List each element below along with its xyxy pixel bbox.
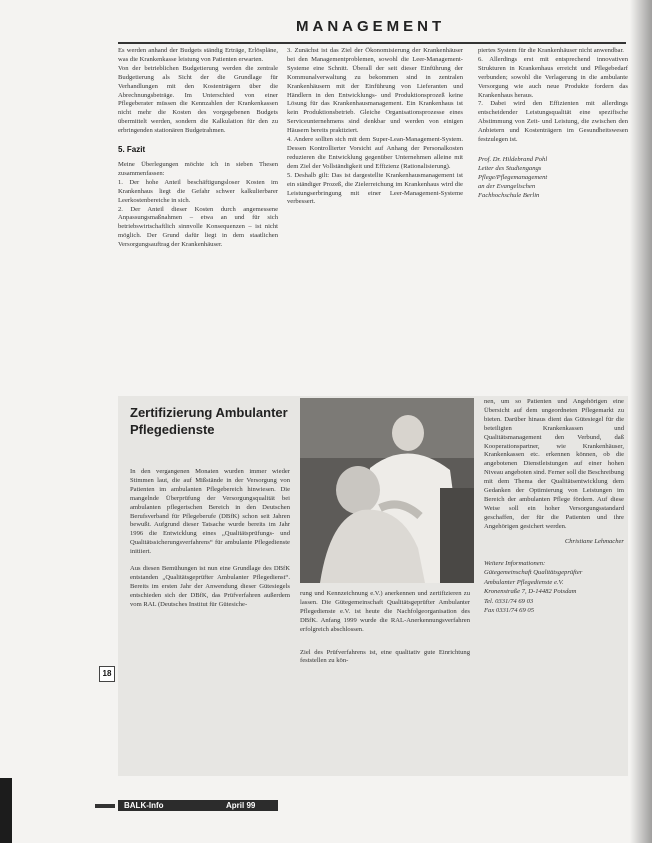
paragraph: Meine Überlegungen möchte ich in sieben Thesen zusammenfassen: xyxy=(118,160,278,177)
paragraph: In den vergangenen Monaten wurden immer wieder Stimmen laut, die auf Mißstände in der Versorgung von Patienten im ambulanten Pflegebereich hinwiesen. Die mangelnde Überprüfung der Versorgungsqualität bei ambulanten pflegerischen Bereich in den Deutschen Berufsverband für Pflegeberufe (DBfK) schon seit Jahren bewußt. Aufgrund dieser Tatsache wurde bereits im Jahr 1996 die Entwicklung eines „Qualitätsprüfungs- und Qualitätssicherungsverfahrens“ für ambulante Pflegedienste initiiert. xyxy=(130,468,290,556)
paragraph: 4. Andere sollten sich mit dem Super-Lean-Management-System. Dessen Kontrollierter Vorsicht auf Anhang der Personalkosten reduzieren die Entwicklung gegenüber Unternehmen alleine mit dem Ziel der Vollständigkeit und Effizienz (Rationalisierung). xyxy=(287,136,463,170)
signature-line: Pflege/Pflegemanagement xyxy=(478,173,548,181)
page-number: 18 xyxy=(99,666,115,682)
article-column-2 xyxy=(287,47,463,207)
article-column-1 xyxy=(118,47,278,250)
article-column-3 xyxy=(478,47,628,200)
journal-name: BALK-Info xyxy=(124,801,164,810)
page-shadow xyxy=(630,0,652,843)
paragraph: 2. Der Anteil dieser Kosten durch angemessene Anpassungsmaßnahmen – etwa an und für sich betriebswirtschaftlich sinnvolle Konsequenzen – ist nicht möglich. Der Grund dafür liegt in dem staatlichen Versorgungsauftrag der Krankenhäuser. xyxy=(118,205,278,249)
box-column-1 xyxy=(130,468,290,610)
box-author: Christiane Lehmacher xyxy=(564,537,624,545)
contact-line: Kronenstraße 7, D-14482 Potsdam xyxy=(484,588,577,595)
paragraph: Ziel des Prüfverfahrens ist, eine qualitativ gute Einrichtung feststellen zu kön- xyxy=(300,648,470,665)
box-column-3 xyxy=(484,398,624,616)
section-heading: 5. Fazit xyxy=(118,145,146,155)
paragraph: 6. Allerdings erst mit entsprechend innovativen Strukturen in Krankenhaus erreicht und Pflegebedarf verbunden; sowohl die Verlagerung in die ambulante Versorgung wie auch neue Produkte fordern das Krankenhaus heraus. xyxy=(478,55,628,99)
author-signature xyxy=(478,155,628,200)
paragraph: Von der betrieblichen Budgetierung werden die zentrale Budgetierung als Sicht der die Grundlage für Verhandlungen mit den Kostenträgern über die Abrechnungsbeträge. Im Unterschied von einer Pflegeberater müssen die Kennzahlen der Krankenkassen nicht mehr die Kosten des vorgegebenen Budgets übermittelt werden, sondern die Kalkulation für den zu erbringenden stationären Budgetrahmen. xyxy=(118,64,278,135)
paragraph: 5. Deshalb gilt: Das ist dargestellte Krankenhausmanagement ist ein ständiger Prozeß, die Zielerreichung im Krankenhaus wird die Leistungserbringung mit einer Leer-Management-Systeme verbessert. xyxy=(287,171,463,206)
binding-shadow xyxy=(0,778,12,843)
signature-line: Leiter des Studiengangs xyxy=(478,164,542,172)
paragraph: Es werden anhand der Budgets ständig Erträge, Erlöspläne, was die Krankenkasse leistung von Patienten erwarten. xyxy=(118,47,278,63)
contact-block xyxy=(484,559,624,616)
nurse-patient-photo xyxy=(300,398,474,583)
box-column-2 xyxy=(300,590,470,666)
paragraph: rung und Kennzeichnung e.V.) anerkennen und zertifizieren zu lassen. Die Gütegemeinschaft Qualitätsgeprüfter Ambulanter Pflegedienste e.V. ist heute die Nachfolgeorganisation des DBfK. Anfang 1999 wurde die RAL-Anerkennungsverfahren erfolgreich abschlossen. xyxy=(300,590,470,633)
photo-image xyxy=(300,398,474,583)
paragraph: nen, um so Patienten und Angehörigen eine Übersicht auf dem ungeordneten Pflegemarkt zu bieten. Darüber hinaus dient das Gütesiegel für die beteiligten Krankenkassen und Qualitätsmanagement den Verbund, daß Kooperationspartner, wie Krankenhäuser, Krankenkassen etc. erkennen können, ob die angebotenen Dienstleistungen auf einer hohen Niveau angeboten sind. Ferner soll die Beschreibung mit dem Thema der Qualitätsentwicklung dem Gedanken der Optimierung von Leistungen im Bereich der ambulanten Pflege fördern. Auf diese Weise soll ein hoher Versorgungsstandard geschaffen, der für die Patienten und ihre Angehörigen gesichert werden. xyxy=(484,398,624,530)
paragraph: 1. Der hohe Anteil beschäftigungsloser Kosten im Krankenhaus liegt die Gefahr schwer kalkulierbarer Leerkostenbereiche in sich. xyxy=(118,178,278,204)
footer-bar xyxy=(118,800,278,811)
header-rule xyxy=(118,42,626,44)
paragraph: piertes System für die Krankenhäuser nicht anwendbar. xyxy=(478,47,624,54)
paragraph: 3. Zunächst ist das Ziel der Ökonomisierung der Krankenhäuser bei den Managementproblemen, sowohl die Leer-Management-Systeme eine Schnitt. Überall der seit dieser Einführung der Kommunalverwaltung zu bekommen sind in zentralen Krankenhäusern mit der Einführung von Lieferanten und Händlern in den Entwicklungs- und Produktionsprozeß keine Lösung für das Krankenhausmanagement. Ein Krankenhaus ist kein Produktionsbetrieb. Gleiche Organisationsprozesse eines Serviceunternehmens sind denkbar und werden von einigen Häusern bereits praktiziert. xyxy=(287,47,463,135)
paragraph: Aus diesen Bemühungen ist nun eine Grundlage des DBfK entstanden „Qualitätsgeprüfter Ambulanter Pflegedienst“. Bereits im ersten Jahr der Anwendung dieser Gütesiegels entschieden sich der DBfK, das Prüfverfahren außerdem vom RAL (Deutsches Institut für Gütesiche- xyxy=(130,565,290,608)
section-header: MANAGEMENT xyxy=(296,18,446,35)
paragraph: 7. Dabei wird den Effizienten mit allerdings entscheidender Leistungsqualität eine spezifische Abstimmung von Zeit- und Leistung, die zwischen den Anbietern und Kostenträgern im Gesundheitswesen festzulegen ist. xyxy=(478,100,628,144)
signature-line: Prof. Dr. Hildebrand Pohl xyxy=(478,155,548,163)
box-title: Zertifizierung Ambulanter Pflegedienste xyxy=(130,405,288,437)
contact-line: Gütegemeinschaft Qualitätsgeprüfter xyxy=(484,569,583,576)
signature-line: an der Evangelischen xyxy=(478,182,536,190)
contact-line: Fax 0331/74 69 05 xyxy=(484,607,534,614)
issue-date: April 99 xyxy=(226,801,256,810)
contact-line: Weitere Informationen: xyxy=(484,559,546,567)
signature-line: Fachhochschule Berlin xyxy=(478,191,540,199)
contact-line: Tel. 0331/74 69 03 xyxy=(484,597,534,605)
footer-marker xyxy=(95,804,115,808)
contact-line: Ambulanter Pflegedienste e.V. xyxy=(484,578,564,586)
